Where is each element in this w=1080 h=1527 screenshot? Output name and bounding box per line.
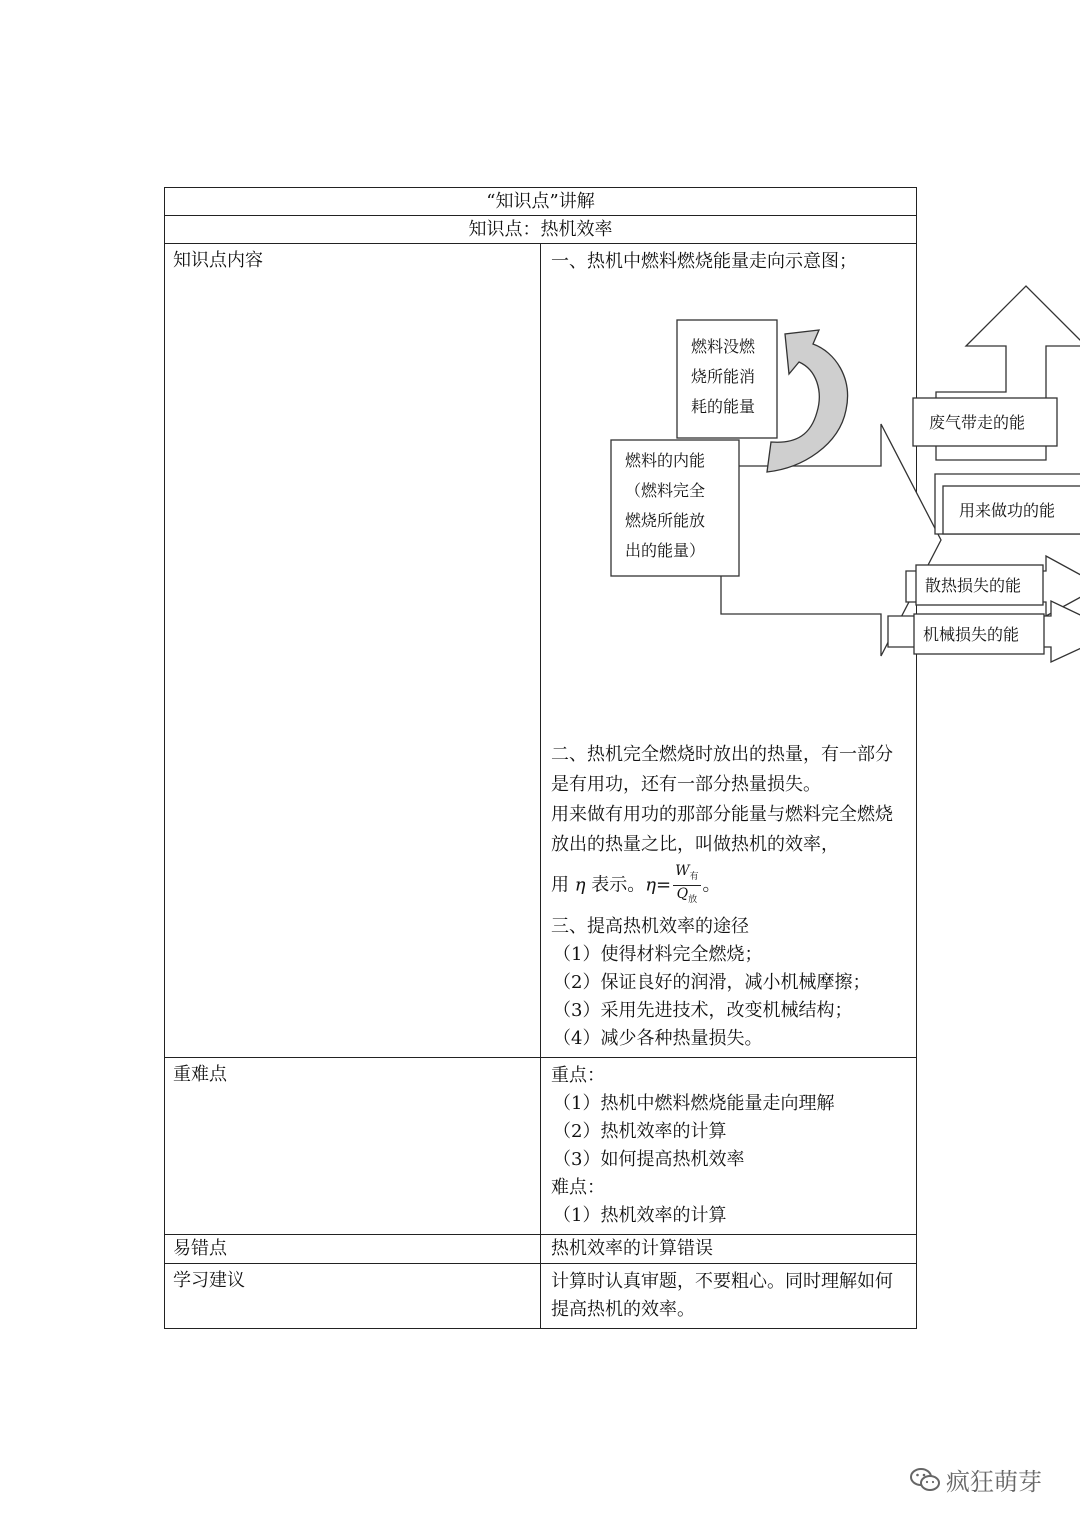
content-cell <box>541 244 1056 1058</box>
eta-equals: η= <box>645 874 672 896</box>
list-item: （3）如何提高热机效率 <box>553 1148 745 1170</box>
watermark-text: 疯狂萌芽 <box>946 1468 1042 1496</box>
source-text-3: 燃烧所能放 <box>625 511 706 530</box>
unburned-text-3: 耗的能量 <box>691 397 756 416</box>
list-item: （4）减少各种热量损失。 <box>553 1027 763 1049</box>
list-item: （1）热机效率的计算 <box>553 1204 727 1226</box>
efficiency-fraction: $\frac{W_有}{Q_放}$ <box>675 863 699 905</box>
key-cell <box>541 1057 917 1234</box>
table-subtitle: 知识点：热机效率 <box>165 216 917 244</box>
wechat-icon <box>910 1467 940 1493</box>
label-content: 知识点内容 <box>165 244 541 1058</box>
section3-heading: 三、提高热机效率的途径 <box>551 915 749 937</box>
source-text-1: 燃料的内能 <box>625 451 706 470</box>
table-title: “知识点”讲解 <box>165 188 917 216</box>
list-item: （1）使得材料完全燃烧； <box>553 943 763 965</box>
label-advice: 学习建议 <box>165 1263 541 1328</box>
error-text: 热机效率的计算错误 <box>541 1234 917 1263</box>
knowledge-table <box>164 187 1056 1329</box>
exhaust-label: 废气带走的能 <box>929 413 1026 432</box>
energy-flow-diagram <box>551 280 1056 740</box>
list-item: （2）热机效率的计算 <box>553 1120 727 1142</box>
watermark <box>910 1462 1042 1497</box>
label-error: 易错点 <box>165 1234 541 1263</box>
work-label: 用来做功的能 <box>959 501 1056 520</box>
key-title: 重点： <box>551 1064 605 1086</box>
heat-loss-label: 散热损失的能 <box>925 576 1022 595</box>
label-key: 重难点 <box>165 1057 541 1234</box>
hard-title: 难点： <box>551 1176 605 1198</box>
eta-symbol: η <box>574 874 586 896</box>
source-text-4: 出的能量） <box>625 541 706 560</box>
list-item: （2）保证良好的润滑，减小机械摩擦； <box>553 971 871 993</box>
section2-line1: 二、热机完全燃烧时放出的热量，有一部分是有用功，还有一部分热量损失。 <box>551 744 893 795</box>
list-item: （3）采用先进技术，改变机械结构； <box>553 999 853 1021</box>
unburned-text-1: 燃料没燃 <box>691 337 756 356</box>
energy-flow-svg <box>541 280 1080 740</box>
section2-formula-line: 用 η 表示。η= $\frac{W_有}{Q_放}$ 。 <box>551 863 721 905</box>
advice-text: 计算时认真审题，不要粗心。同时理解如何提高热机的效率。 <box>541 1263 917 1328</box>
mech-loss-label: 机械损失的能 <box>923 625 1020 644</box>
section1-heading: 一、热机中燃料燃烧能量走向示意图； <box>551 251 857 272</box>
source-text-2: （燃料完全 <box>625 481 706 500</box>
unburned-text-2: 烧所能消 <box>691 367 756 386</box>
section2-line2: 用来做有用功的那部分能量与燃料完全燃烧放出的热量之比，叫做热机的效率， <box>551 804 893 855</box>
list-item: （1）热机中燃料燃烧能量走向理解 <box>553 1092 835 1114</box>
unburned-curve-arrow <box>767 330 848 472</box>
